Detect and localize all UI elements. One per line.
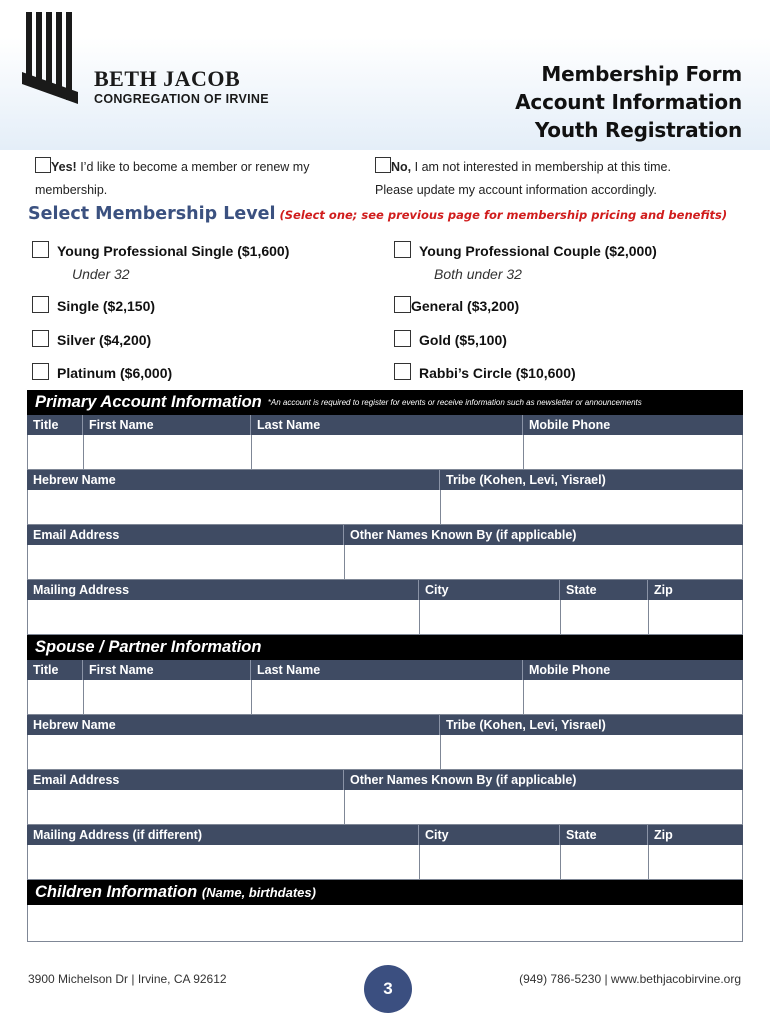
primary-title-field[interactable] <box>27 435 83 470</box>
spouse-mailing-field[interactable] <box>27 845 419 880</box>
page-number: 3 <box>364 965 412 1013</box>
primary-hebrew-name-field[interactable] <box>27 490 440 525</box>
primary-email-field[interactable] <box>27 545 344 580</box>
primary-tribe-label: Tribe (Kohen, Levi, Yisrael) <box>440 470 743 490</box>
primary-account-header <box>27 390 743 415</box>
yes-text-cont: membership. <box>35 183 108 197</box>
primary-account-note: *An account is required to register for events or receive information such as newsletter or announcements <box>267 398 642 407</box>
no-text-cont: Please update my account information accordingly. <box>375 183 657 197</box>
primary-email-inputs <box>27 545 743 580</box>
spouse-city-label: City <box>419 825 560 845</box>
level-young-single[interactable] <box>32 241 289 259</box>
spouse-header <box>27 635 743 660</box>
children-note: (Name, birthdates) <box>201 885 316 900</box>
primary-hebrew-inputs <box>27 490 743 525</box>
yes-option <box>35 156 365 202</box>
spouse-hebrew-labels <box>27 715 743 735</box>
spouse-state-field[interactable] <box>560 845 648 880</box>
level-young-couple-sub: Both under 32 <box>434 266 522 282</box>
spouse-mobile-label: Mobile Phone <box>523 660 743 680</box>
spouse-hebrew-name-field[interactable] <box>27 735 440 770</box>
primary-state-field[interactable] <box>560 600 648 635</box>
level-young-single-sub: Under 32 <box>72 266 130 282</box>
level-single[interactable] <box>32 296 155 314</box>
spouse-hebrew-inputs <box>27 735 743 770</box>
primary-title-label: Title <box>27 415 83 435</box>
level-young-couple-label: Young Professional Couple ($2,000) <box>419 243 657 259</box>
level-silver-label: Silver ($4,200) <box>57 332 152 348</box>
primary-mailing-field[interactable] <box>27 600 419 635</box>
primary-hebrew-labels <box>27 470 743 490</box>
title-line-1: Membership Form <box>541 62 742 86</box>
spouse-city-field[interactable] <box>419 845 560 880</box>
primary-name-inputs <box>27 435 743 470</box>
spouse-address-inputs <box>27 845 743 880</box>
no-label: No, <box>391 160 412 174</box>
level-young-couple[interactable] <box>394 241 657 259</box>
title-line-2: Account Information <box>515 90 742 114</box>
no-checkbox[interactable] <box>375 157 391 173</box>
spouse-title: Spouse / Partner Information <box>35 638 262 656</box>
primary-email-labels <box>27 525 743 545</box>
primary-address-labels <box>27 580 743 600</box>
spouse-other-names-field[interactable] <box>344 790 743 825</box>
level-platinum-checkbox[interactable] <box>32 363 49 380</box>
form-title <box>515 60 742 144</box>
level-rabbis-circle-checkbox[interactable] <box>394 363 411 380</box>
primary-account-title: Primary Account Information <box>35 393 262 411</box>
footer-contact: (949) 786-5230 | www.bethjacobirvine.org <box>519 972 741 986</box>
level-general-checkbox[interactable] <box>394 296 411 313</box>
level-general-label: General ($3,200) <box>411 298 520 314</box>
spouse-email-labels <box>27 770 743 790</box>
level-silver-checkbox[interactable] <box>32 330 49 347</box>
level-young-couple-checkbox[interactable] <box>394 241 411 258</box>
primary-mobile-field[interactable] <box>523 435 743 470</box>
level-platinum-label: Platinum ($6,000) <box>57 365 173 381</box>
yes-label: Yes! <box>51 160 77 174</box>
primary-zip-field[interactable] <box>648 600 743 635</box>
primary-first-name-field[interactable] <box>83 435 251 470</box>
level-single-checkbox[interactable] <box>32 296 49 313</box>
level-rabbis-circle[interactable] <box>394 363 576 381</box>
spouse-title-field[interactable] <box>27 680 83 715</box>
spouse-name-inputs <box>27 680 743 715</box>
primary-hebrew-name-label: Hebrew Name <box>27 470 440 490</box>
level-rabbis-circle-label: Rabbi’s Circle ($10,600) <box>419 365 576 381</box>
level-general[interactable] <box>394 296 519 314</box>
primary-state-label: State <box>560 580 648 600</box>
spouse-state-label: State <box>560 825 648 845</box>
level-young-single-label: Young Professional Single ($1,600) <box>57 243 290 259</box>
level-silver[interactable] <box>32 330 151 348</box>
primary-tribe-field[interactable] <box>440 490 743 525</box>
congregation-logo <box>22 12 282 112</box>
membership-level-title: Select Membership Level <box>28 204 276 224</box>
title-line-3: Youth Registration <box>534 118 742 142</box>
spouse-mailing-label: Mailing Address (if different) <box>27 825 419 845</box>
spouse-email-label: Email Address <box>27 770 344 790</box>
spouse-zip-field[interactable] <box>648 845 743 880</box>
spouse-first-name-label: First Name <box>83 660 251 680</box>
spouse-name-labels <box>27 660 743 680</box>
primary-mailing-label: Mailing Address <box>27 580 419 600</box>
primary-name-labels <box>27 415 743 435</box>
org-subtitle: CONGREGATION OF IRVINE <box>94 92 269 106</box>
children-header <box>27 880 743 905</box>
primary-address-inputs <box>27 600 743 635</box>
yes-text: I’d like to become a member or renew my <box>80 160 310 174</box>
primary-last-name-label: Last Name <box>251 415 523 435</box>
primary-email-label: Email Address <box>27 525 344 545</box>
level-gold[interactable] <box>394 330 507 348</box>
primary-city-field[interactable] <box>419 600 560 635</box>
logo-mark-icon <box>22 12 92 107</box>
yes-checkbox[interactable] <box>35 157 51 173</box>
spouse-tribe-field[interactable] <box>440 735 743 770</box>
registration-form <box>27 390 743 942</box>
primary-zip-label: Zip <box>648 580 743 600</box>
spouse-first-name-field[interactable] <box>83 680 251 715</box>
org-name: BETH JACOB <box>94 66 241 91</box>
no-option <box>375 156 745 202</box>
level-single-label: Single ($2,150) <box>57 298 156 314</box>
children-field[interactable] <box>27 905 743 942</box>
primary-other-names-label: Other Names Known By (if applicable) <box>344 525 743 545</box>
level-gold-checkbox[interactable] <box>394 330 411 347</box>
children-title: Children Information <box>35 883 198 901</box>
membership-level-note: (Select one; see previous page for membership pricing and benefits) <box>279 208 728 222</box>
level-young-single-checkbox[interactable] <box>32 241 49 258</box>
spouse-hebrew-name-label: Hebrew Name <box>27 715 440 735</box>
spouse-other-names-label: Other Names Known By (if applicable) <box>344 770 743 790</box>
spouse-last-name-label: Last Name <box>251 660 523 680</box>
spouse-mobile-field[interactable] <box>523 680 743 715</box>
spouse-zip-label: Zip <box>648 825 743 845</box>
level-platinum[interactable] <box>32 363 172 381</box>
footer-address: 3900 Michelson Dr | Irvine, CA 92612 <box>28 972 227 986</box>
primary-city-label: City <box>419 580 560 600</box>
primary-other-names-field[interactable] <box>344 545 743 580</box>
spouse-email-inputs <box>27 790 743 825</box>
spouse-email-field[interactable] <box>27 790 344 825</box>
no-text: I am not interested in membership at this time. <box>414 160 671 174</box>
spouse-address-labels <box>27 825 743 845</box>
spouse-tribe-label: Tribe (Kohen, Levi, Yisrael) <box>440 715 743 735</box>
primary-mobile-label: Mobile Phone <box>523 415 743 435</box>
primary-last-name-field[interactable] <box>251 435 523 470</box>
level-gold-label: Gold ($5,100) <box>419 332 507 348</box>
spouse-title-label: Title <box>27 660 83 680</box>
spouse-last-name-field[interactable] <box>251 680 523 715</box>
membership-level-heading <box>28 204 727 224</box>
primary-first-name-label: First Name <box>83 415 251 435</box>
